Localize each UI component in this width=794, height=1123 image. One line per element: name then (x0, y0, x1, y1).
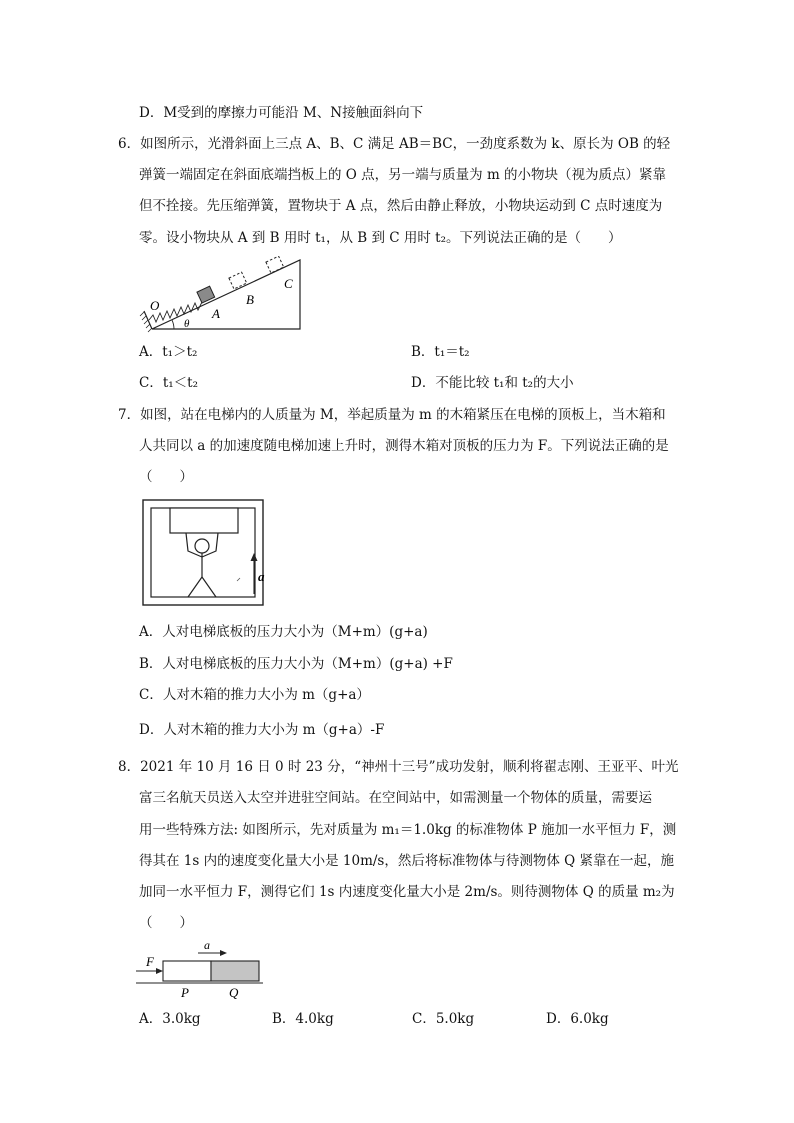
block-p (163, 961, 211, 981)
q7-stem-line-3: （ ） (139, 469, 193, 485)
q6-stem-line-2: 弹簧一端固定在斜面底端挡板上的 O 点，另一端与质量为 m 的小物块（视为质点）紧靠 (139, 167, 667, 183)
force-arrowhead (156, 968, 163, 974)
q7-elevator-figure (142, 499, 266, 607)
q6-option-c: C．t₁＜t₂ (139, 375, 199, 391)
q6-stem-line-4: 零。设小物块从 A 到 B 用时 t₁，从 B 到 C 用时 t₂。下列说法正确的是（ ） (139, 230, 622, 246)
accel-arrowhead (220, 950, 227, 956)
block-q (211, 961, 259, 981)
q8-stem-line-2: 富三名航天员送入太空并进驻空间站。在空间站中，如需测量一个物体的质量，需要运 (139, 790, 652, 806)
q6-stem-line-3: 但不拴接。先压缩弹簧，置物块于 A 点，然后由静止释放，小物块运动到 C 点时速度为 (139, 198, 663, 214)
q8-option-d: D．6.0kg (546, 1011, 609, 1027)
wooden-box (170, 508, 238, 533)
q6-option-a: A．t₁＞t₂ (139, 344, 198, 360)
q6-incline-figure (138, 256, 308, 334)
label-a: a (258, 569, 265, 584)
label-a: A (212, 306, 220, 321)
label-q: Q (229, 985, 239, 1000)
q6-option-b: B．t₁＝t₂ (411, 344, 470, 360)
q8-option-b: B．4.0kg (272, 1011, 334, 1027)
label-f: F (146, 954, 154, 969)
q7-option-d: D．人对木箱的推力大小为 m（g+a）-F (139, 722, 385, 738)
label-p: P (181, 985, 189, 1000)
label-o: O (150, 298, 160, 313)
dashed-block-c (266, 256, 284, 273)
q5-option-d: D．M受到的摩擦力可能沿 M、N接触面斜向下 (139, 105, 424, 121)
label-theta: θ (184, 318, 190, 330)
q7-option-c: C．人对木箱的推力大小为 m（g+a） (139, 687, 370, 703)
accel-arrowhead (251, 553, 258, 561)
q8-option-c: C．5.0kg (412, 1011, 475, 1027)
q8-stem-line-6: （ ） (139, 915, 193, 931)
q6-stem-line-1: 6．如图所示，光滑斜面上三点 A、B、C 满足 AB＝BC，一劲度系数为 k、原长为 OB 的轻 (118, 136, 671, 152)
q6-option-d: D．不能比较 t₁和 t₂的大小 (411, 375, 574, 391)
q8-stem-line-4: 得其在 1s 内的速度变化量大小是 10m/s，然后将标准物体与待测物体 Q 紧靠在一起，施 (139, 853, 674, 869)
q7-option-b: B．人对电梯底板的压力大小为（M+m）(g+a) +F (139, 656, 453, 672)
label-b: B (246, 292, 254, 307)
label-c: C (284, 276, 293, 291)
q8-option-a: A．3.0kg (139, 1011, 201, 1027)
q7-option-a: A．人对电梯底板的压力大小为（M+m）(g+a) (139, 624, 428, 640)
label-a: a (204, 938, 210, 952)
q8-blocks-figure (136, 938, 266, 1000)
q8-stem-line-5: 加同一水平恒力 F，测得它们 1s 内速度变化量大小是 2m/s。则待测物体 Q 的质量 m₂为 (139, 884, 675, 900)
q8-stem-line-1: 8．2021 年 10 月 16 日 0 时 23 分，“神州十三号”成功发射，顺利将翟志刚、王亚平、叶光 (118, 759, 679, 775)
theta-arc (172, 320, 174, 329)
q7-stem-line-1: 7．如图，站在电梯内的人质量为 M，举起质量为 m 的木箱紧压在电梯的顶板上，当木箱和 (118, 407, 666, 423)
q8-stem-line-3: 用一些特殊方法: 如图所示，先对质量为 m₁＝1.0kg 的标准物体 P 施加一水平恒力 F，测 (139, 822, 677, 838)
person (186, 533, 218, 597)
q7-stem-line-2: 人共同以 a 的加速度随电梯加速上升时，测得木箱对顶板的压力为 F。下列说法正确的是 (139, 438, 669, 454)
